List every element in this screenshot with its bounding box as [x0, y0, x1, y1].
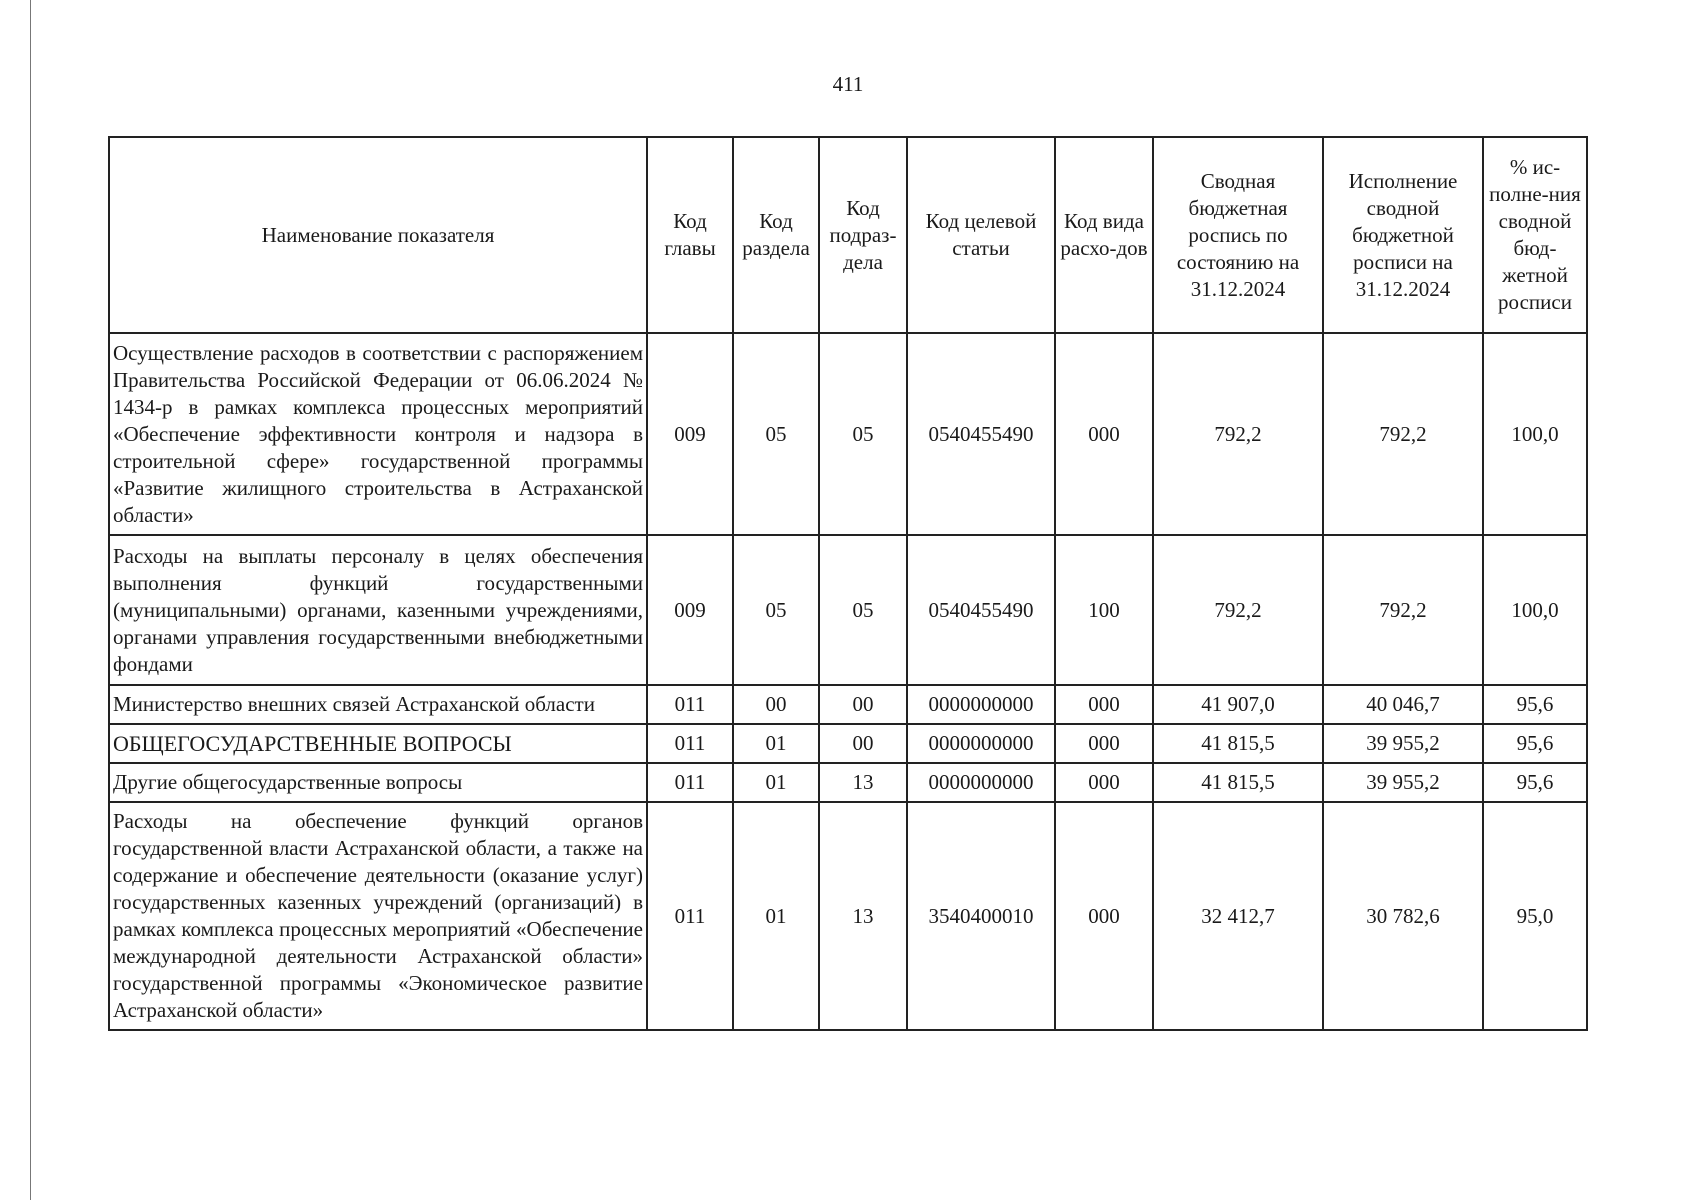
target-item-code-cell: 0540455490 [907, 333, 1055, 535]
budget-execution-cell: 30 782,6 [1323, 802, 1483, 1030]
execution-percent-cell: 95,6 [1483, 763, 1587, 802]
indicator-name-cell: Расходы на выплаты персоналу в целях обеспечения выполнения функций государственными (муниципальными) органами, казенными учреждениями, органами управления государственными внебюджетными фондами [109, 535, 647, 685]
budget-execution-cell: 792,2 [1323, 333, 1483, 535]
header-execution-percent: % ис-полне-ния сводной бюд-жетной росписи [1483, 137, 1587, 333]
header-budget-schedule: Сводная бюджетная роспись по состоянию на 31.12.2024 [1153, 137, 1323, 333]
subsection-code-cell: 13 [819, 802, 907, 1030]
indicator-name-cell: Министерство внешних связей Астраханской области [109, 685, 647, 724]
subsection-code-cell: 05 [819, 535, 907, 685]
expense-type-code-cell: 000 [1055, 802, 1153, 1030]
header-target-item-code: Код целевой статьи [907, 137, 1055, 333]
indicator-name-cell: Осуществление расходов в соответствии с распоряжением Правительства Российской Федерации от 06.06.2024 № 1434-р в рамках комплекса процессных мероприятий «Обеспечение эффективности контроля и надзора в строительной сфере» государственной программы «Развитие жилищного строительства в Астраханской области» [109, 333, 647, 535]
expense-type-code-cell: 000 [1055, 333, 1153, 535]
table-row [109, 724, 1587, 763]
target-item-code-cell: 0000000000 [907, 763, 1055, 802]
execution-percent-cell: 95,6 [1483, 724, 1587, 763]
chapter-code-cell: 009 [647, 535, 733, 685]
budget-schedule-cell: 41 907,0 [1153, 685, 1323, 724]
budget-schedule-cell: 41 815,5 [1153, 763, 1323, 802]
page-number: 411 [832, 72, 864, 96]
expense-type-code-cell: 100 [1055, 535, 1153, 685]
chapter-code-cell: 011 [647, 802, 733, 1030]
section-code-cell: 05 [733, 333, 819, 535]
table-row [109, 802, 1587, 1030]
execution-percent-cell: 100,0 [1483, 333, 1587, 535]
header-indicator-name: Наименование показателя [109, 137, 647, 333]
header-chapter-code: Код главы [647, 137, 733, 333]
header-budget-execution: Исполнение сводной бюджетной росписи на 31.12.2024 [1323, 137, 1483, 333]
indicator-name-cell: ОБЩЕГОСУДАРСТВЕННЫЕ ВОПРОСЫ [109, 724, 647, 763]
chapter-code-cell: 011 [647, 724, 733, 763]
header-section-code: Код раздела [733, 137, 819, 333]
header-expense-type-code: Код вида расхо-дов [1055, 137, 1153, 333]
chapter-code-cell: 011 [647, 685, 733, 724]
table-header-row [109, 137, 1587, 333]
budget-execution-cell: 40 046,7 [1323, 685, 1483, 724]
subsection-code-cell: 00 [819, 724, 907, 763]
budget-schedule-cell: 792,2 [1153, 333, 1323, 535]
execution-percent-cell: 95,6 [1483, 685, 1587, 724]
subsection-code-cell: 13 [819, 763, 907, 802]
chapter-code-cell: 011 [647, 763, 733, 802]
budget-execution-table [108, 136, 1588, 1031]
target-item-code-cell: 0000000000 [907, 685, 1055, 724]
target-item-code-cell: 0000000000 [907, 724, 1055, 763]
section-code-cell: 05 [733, 535, 819, 685]
binding-margin-line [30, 0, 31, 1200]
execution-percent-cell: 95,0 [1483, 802, 1587, 1030]
table-row [109, 535, 1587, 685]
budget-schedule-cell: 32 412,7 [1153, 802, 1323, 1030]
expense-type-code-cell: 000 [1055, 724, 1153, 763]
chapter-code-cell: 009 [647, 333, 733, 535]
indicator-name-cell: Другие общегосударственные вопросы [109, 763, 647, 802]
table-row [109, 763, 1587, 802]
table-row [109, 685, 1587, 724]
expense-type-code-cell: 000 [1055, 763, 1153, 802]
section-code-cell: 01 [733, 724, 819, 763]
budget-schedule-cell: 792,2 [1153, 535, 1323, 685]
budget-schedule-cell: 41 815,5 [1153, 724, 1323, 763]
section-code-cell: 01 [733, 802, 819, 1030]
subsection-code-cell: 00 [819, 685, 907, 724]
subsection-code-cell: 05 [819, 333, 907, 535]
target-item-code-cell: 0540455490 [907, 535, 1055, 685]
section-code-cell: 01 [733, 763, 819, 802]
expense-type-code-cell: 000 [1055, 685, 1153, 724]
budget-execution-cell: 39 955,2 [1323, 763, 1483, 802]
header-subsection-code: Код подраз-дела [819, 137, 907, 333]
section-code-cell: 00 [733, 685, 819, 724]
budget-execution-cell: 792,2 [1323, 535, 1483, 685]
budget-execution-cell: 39 955,2 [1323, 724, 1483, 763]
execution-percent-cell: 100,0 [1483, 535, 1587, 685]
target-item-code-cell: 3540400010 [907, 802, 1055, 1030]
indicator-name-cell: Расходы на обеспечение функций органов государственной власти Астраханской области, а также на содержание и обеспечение деятельности (оказание услуг) государственных казенных учреждений (организаций) в рамках комплекса процессных мероприятий «Обеспечение международной деятельности Астраханской области» государственной программы «Экономическое развитие Астраханской области» [109, 802, 647, 1030]
table-row [109, 333, 1587, 535]
